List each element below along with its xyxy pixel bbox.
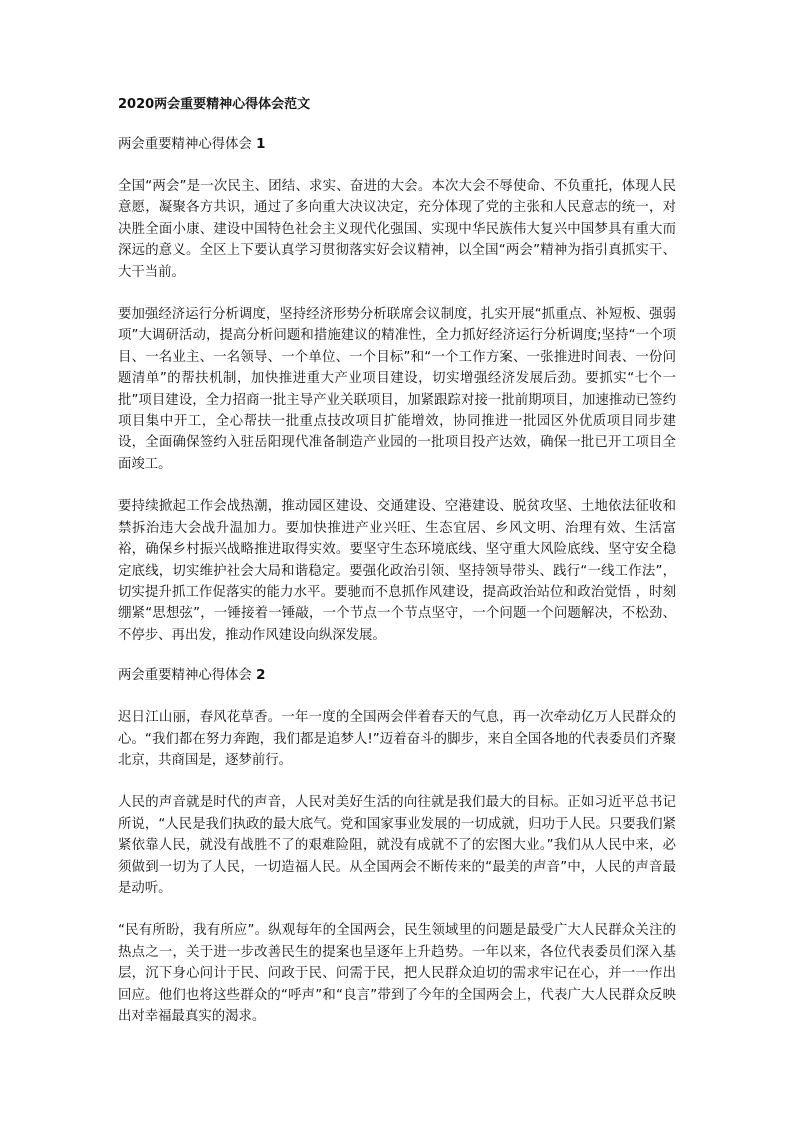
paragraph: 全国“两会”是一次民主、团结、求实、奋进的大会。本次大会不辱使命、不负重托，体现人民意愿，凝聚各方共识，通过了多向重大决议决定，充分体现了党的主张和人民意志的统一，对决胜全面小康、建设中国特色社会主义现代化强国、实现中华民族伟大复兴中国梦具有重大而深远的意义。全区上下要认真学习贯彻落实好会议精神，以全国“两会”精神为指引真抓实干、大干当前。 bbox=[118, 179, 676, 280]
section-2 bbox=[118, 667, 676, 1027]
section-heading-text: 两会重要精神心得体会 bbox=[118, 668, 252, 684]
paragraph: “民有所盼，我有所应”。纵观每年的全国两会，民生领域里的问题是最受广大人民群众关注的热点之一，关于进一步改善民生的提案也呈逐年上升趋势。一年以来，各位代表委员们深入基层，沉下身心问计于民、问政于民、问需于民，把人民群众迫切的需求牢记在心，并一一作出回应。他们也将这些群众的“呼声”和“良言”带到了今年的全国两会上，代表广大人民群众反映出对幸福最真实的渴求。 bbox=[118, 923, 676, 1024]
section-heading bbox=[118, 667, 676, 685]
document-title: 2020两会重要精神心得体会范文 bbox=[118, 97, 311, 112]
section-heading bbox=[118, 136, 676, 154]
paragraph: 迟日江山丽，春风花草香。一年一度的全国两会伴着春天的气息，再一次牵动亿万人民群众的心。“我们都在努力奔跑，我们都是追梦人!”迈着奋斗的脚步，来自全国各地的代表委员们齐聚北京，共商国是，逐梦前行。 bbox=[118, 710, 676, 768]
section-heading-number: 1 bbox=[256, 137, 266, 152]
section-heading-number: 2 bbox=[256, 668, 266, 684]
section-1 bbox=[118, 136, 676, 646]
document-body bbox=[118, 96, 676, 1048]
paragraph: 要持续掀起工作会战热潮，推动园区建设、交通建设、空港建设、脱贫攻坚、土地依法征收和禁拆治违大会战升温加力。要加快推进产业兴旺、生态宜居、乡风文明、治理有效、生活富裕，确保乡村振兴战略推进取得实效。要坚守生态环境底线、坚守重大风险底线、坚守安全稳定底线，切实维护社会大局和谐稳定。要强化政治引领、坚持领导带头、践行“一线工作法”，切实提升抓工作促落实的能力水平。要驰而不息抓作风建设，提高政治站位和政治觉悟 ，时刻绷紧“思想弦”，一锤接着一锤敲，一个节点一个节点坚守，一个问题一个问题解决，不松劲、不停步、再出发，推动作风建设向纵深发展。 bbox=[118, 499, 676, 643]
paragraph: 要加强经济运行分析调度，坚持经济形势分析联席会议制度，扎实开展“抓重点、补短板、强弱项”大调研活动，提高分析问题和措施建议的精准性，全力抓好经济运行分析调度;坚持“一个项目、一名业主、一名领导、一个单位、一个目标”和“一个工作方案、一张推进时间表、一份问题清单”的帮扶机制，加快推进重大产业项目建设，切实增强经济发展后劲。要抓实“七个一批”项目建设，全力招商一批主导产业关联项目，加紧跟踪对接一批前期项目，加速推动已签约项目集中开工，全心帮扶一批重点技改项目扩能增效，协同推进一批园区外优质项目同步建设，全面确保签约入驻岳阳现代准备制造产业园的一批项目投产达效，确保一批已开工项目全面竣工。 bbox=[118, 307, 676, 472]
paragraph: 人民的声音就是时代的声音，人民对美好生活的向往就是我们最大的目标。正如习近平总书记所说，“人民是我们执政的最大底气。党和国家事业发展的一切成就，归功于人民。只要我们紧紧依靠人民，就没有战胜不了的艰难险阻，就没有成就不了的宏图大业。”我们从人民中来，必须做到一切为了人民，一切造福人民。从全国两会不断传来的“最美的声音”中，人民的声音最是动听。 bbox=[118, 795, 676, 896]
section-heading-text: 两会重要精神心得体会 bbox=[118, 137, 252, 152]
